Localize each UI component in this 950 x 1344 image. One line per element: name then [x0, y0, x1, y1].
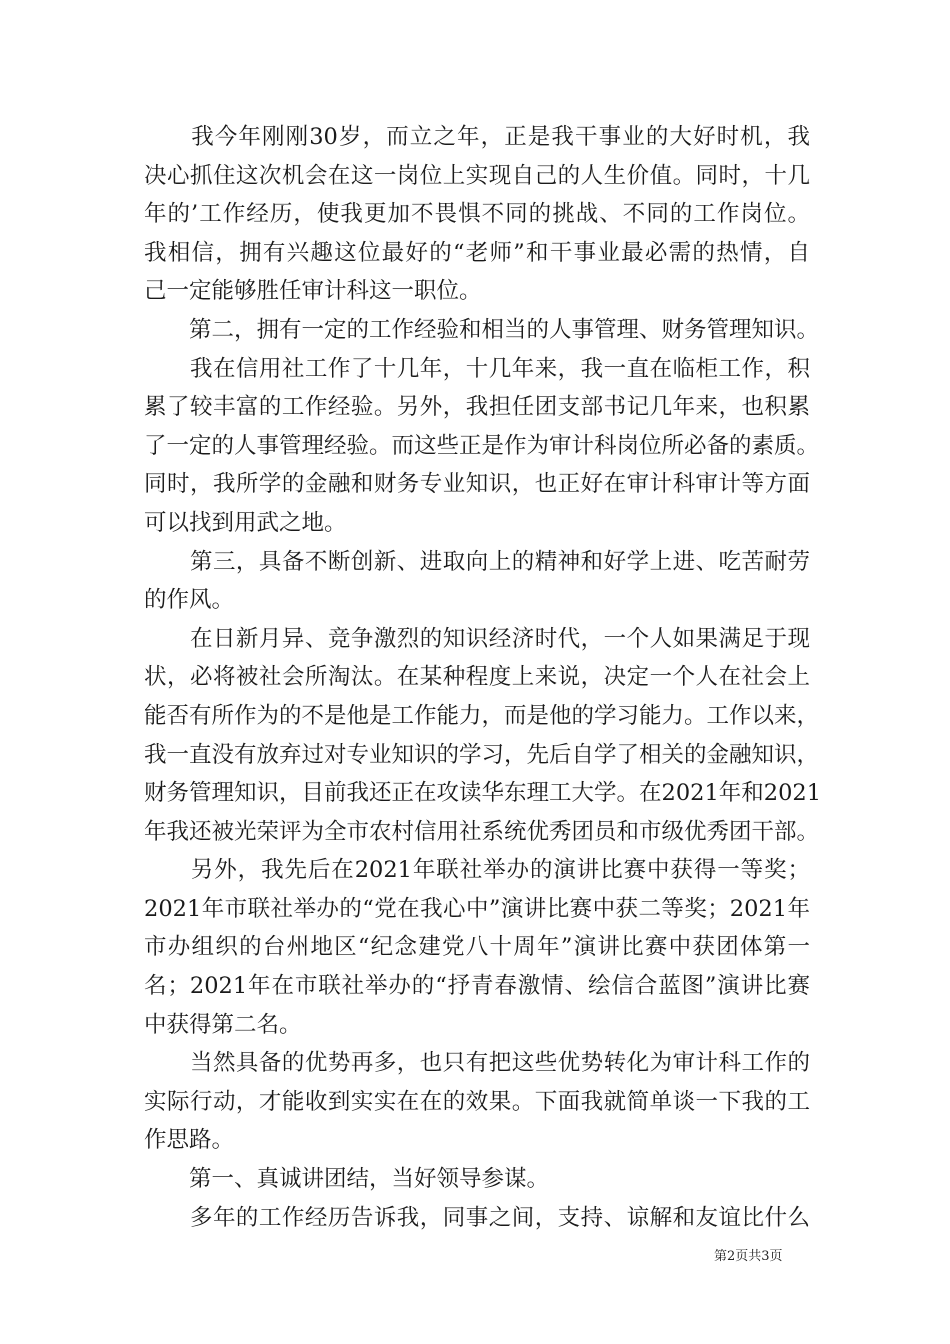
text-line: 在日新月异、竞争激烈的知识经济时代，一个人如果满足于现	[144, 625, 810, 652]
text-line: 第二，拥有一定的工作经验和相当的人事管理、财务管理知识。	[144, 316, 820, 343]
text-line: 己一定能够胜任审计科这一职位。	[144, 278, 482, 305]
text-line: 决心抓住这次机会在这一岗位上实现自己的人生价值。同时，十几	[144, 162, 810, 189]
text-line: 另外，我先后在2021年联社举办的演讲比赛中获得一等奖；	[144, 857, 810, 884]
text-line: 能否有所作为的不是他是工作能力，而是他的学习能力。工作以来，	[144, 702, 820, 729]
text-line: 我相信，拥有兴趣这位最好的“老师”和干事业最必需的热情，自	[144, 239, 810, 266]
text-line: 多年的工作经历告诉我，同事之间，支持、谅解和友谊比什么	[144, 1204, 810, 1231]
text-line: 年我还被光荣评为全市农村信用社系统优秀团员和市级优秀团干部。	[144, 818, 820, 845]
text-line: 了一定的人事管理经验。而这些正是作为审计科岗位所必备的素质。	[144, 432, 820, 459]
text-line: 名；2021年在市联社举办的“抒青春激情、绘信合蓝图”演讲比赛	[144, 973, 810, 1000]
text-line: 第一、真诚讲团结，当好领导参谋。	[144, 1166, 550, 1193]
text-line: 的作风。	[144, 587, 235, 614]
text-line: 我在信用社工作了十几年，十几年来，我一直在临柜工作，积	[144, 355, 810, 382]
text-line: 作思路。	[144, 1127, 235, 1154]
text-line: 当然具备的优势再多，也只有把这些优势转化为审计科工作的	[144, 1050, 810, 1077]
text-line: 第三，具备不断创新、进取向上的精神和好学上进、吃苦耐劳	[144, 548, 810, 575]
text-line: 2021年市联社举办的“党在我心中”演讲比赛中获二等奖；2021年	[144, 895, 810, 922]
text-line: 可以找到用武之地。	[144, 509, 347, 536]
page-number-footer: 第2页共3页	[714, 1249, 783, 1264]
text-line: 中获得第二名。	[144, 1011, 302, 1038]
text-line: 年的’工作经历，使我更加不畏惧不同的挑战、不同的工作岗位。	[144, 201, 810, 228]
text-line: 市办组织的台州地区“纪念建党八十周年”演讲比赛中获团体第一	[144, 934, 810, 961]
text-line: 实际行动，才能收到实实在在的效果。下面我就简单谈一下我的工	[144, 1088, 810, 1115]
text-line: 我今年刚刚30岁，而立之年，正是我干事业的大好时机，我	[144, 124, 810, 150]
text-line: 财务管理知识，目前我还正在攻读华东理工大学。在2021年和2021	[144, 780, 822, 807]
text-line: 状，必将被社会所淘汰。在某种程度上来说，决定一个人在社会上	[144, 664, 810, 691]
text-line: 我一直没有放弃过对专业知识的学习，先后自学了相关的金融知识，	[144, 741, 820, 768]
body-text	[144, 118, 822, 1237]
text-line: 累了较丰富的工作经验。另外，我担任团支部书记几年来，也积累	[144, 394, 810, 421]
text-line: 同时，我所学的金融和财务专业知识，也正好在审计科审计等方面	[144, 471, 810, 498]
